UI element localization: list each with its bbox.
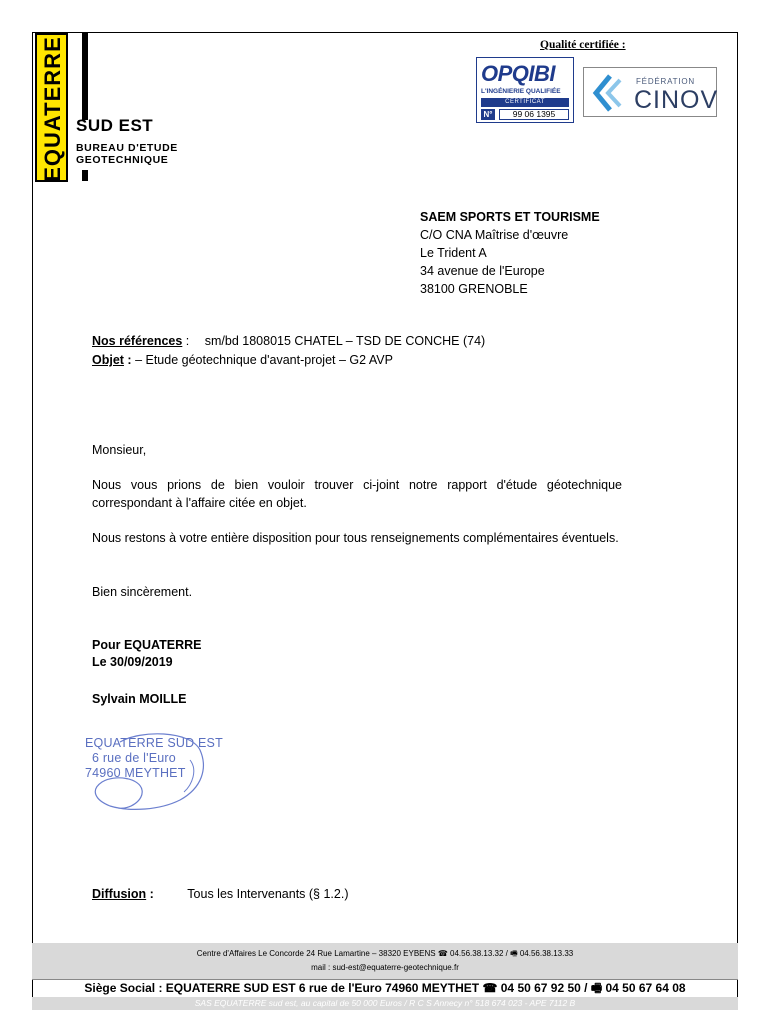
object-label: Objet: [92, 353, 124, 367]
cinov-badge: [583, 67, 717, 117]
opqibi-tagline: L'INGÉNIERIE QUALIFIÉE: [481, 88, 561, 95]
object-line: [92, 353, 393, 367]
logo-bar: [82, 32, 88, 120]
stamp-line-2: 6 rue de l'Euro: [92, 751, 176, 765]
footer-mail: mail : sud-est@equaterre-geotechnique.fr: [311, 963, 459, 972]
salutation: Monsieur,: [92, 443, 147, 457]
footer-address: Centre d'Affaires Le Concorde 24 Rue Lamartine – 38320 EYBENS ☎ 04.56.38.13.32 / 🖷 04.56.38.13.33: [196, 949, 574, 958]
logo-subtitle-1: BUREAU D'ETUDE: [76, 142, 178, 154]
recipient-line-1: SAEM SPORTS ET TOURISME: [420, 210, 600, 224]
references-value: sm/bd 1808015 CHATEL – TSD DE CONCHE (74): [204, 334, 486, 348]
references-line: [92, 334, 485, 348]
certification-title: Qualité certifiée :: [540, 39, 626, 51]
page-frame: [32, 32, 738, 1010]
footer-band: [32, 943, 738, 979]
diffusion-line: [92, 887, 349, 901]
handwritten-signature: [80, 730, 250, 820]
signature-name: Sylvain MOILLE: [92, 692, 187, 706]
company-stamp: [80, 730, 250, 820]
signature-date: Le 30/09/2019: [92, 655, 173, 669]
opqibi-badge: [476, 57, 574, 123]
diffusion-value: Tous les Intervenants (§ 1.2.): [187, 887, 349, 901]
object-sep: :: [123, 353, 136, 367]
opqibi-certificat: CERTIFICAT: [481, 98, 569, 107]
logo-subtitle-2: GEOTECHNIQUE: [76, 154, 169, 166]
recipient-line-5: 38100 GRENOBLE: [420, 282, 528, 296]
paragraph-2: Nous restons à votre entière disposition pour tous renseignements complémentaires éventuels.: [92, 531, 619, 545]
object-value: – Etude géotechnique d'avant-projet – G2 AVP: [135, 353, 393, 367]
cinov-name: CINOV: [634, 86, 719, 114]
cinov-federation: FÉDÉRATION: [636, 77, 695, 86]
logo-bar-bottom: [82, 170, 88, 181]
opqibi-number: 99 06 1395: [499, 109, 569, 120]
footer-sas: SAS EQUATERRE sud est, au capital de 50 000 Euros / R C S Annecy n° 518 674 023 - APE 7112 B: [32, 997, 738, 1010]
logo-brand: EQUATERRE: [40, 36, 65, 182]
references-sep: :: [182, 334, 190, 348]
stamp-line-3: 74960 MEYTHET: [85, 766, 186, 780]
cinov-logo-icon: [590, 74, 626, 112]
closing: Bien sincèrement.: [92, 585, 193, 599]
recipient-line-2: C/O CNA Maîtrise d'œuvre: [420, 228, 569, 242]
opqibi-name: OPQIBI: [481, 61, 556, 86]
signature-for: Pour EQUATERRE: [92, 638, 202, 652]
diffusion-label: Diffusion: [92, 887, 147, 901]
footer-siege: Siège Social : EQUATERRE SUD EST 6 rue de l'Euro 74960 MEYTHET ☎ 04 50 67 92 50 / 🖷 04 50 67 64 08: [32, 979, 738, 997]
references-label: Nos références: [92, 334, 183, 348]
diffusion-sep: :: [146, 887, 154, 901]
opqibi-n-label: N°: [481, 109, 495, 120]
recipient-line-4: 34 avenue de l'Europe: [420, 264, 545, 278]
paragraph-1: Nous vous prions de bien vouloir trouver ci-joint notre rapport d'étude géotechnique correspondant à l'affaire citée en objet.: [92, 478, 622, 510]
logo-region: SUD EST: [76, 116, 154, 135]
stamp-line-1: EQUATERRE SUD EST: [85, 736, 223, 750]
equaterre-logo: [35, 33, 68, 182]
recipient-line-3: Le Trident A: [420, 246, 487, 260]
